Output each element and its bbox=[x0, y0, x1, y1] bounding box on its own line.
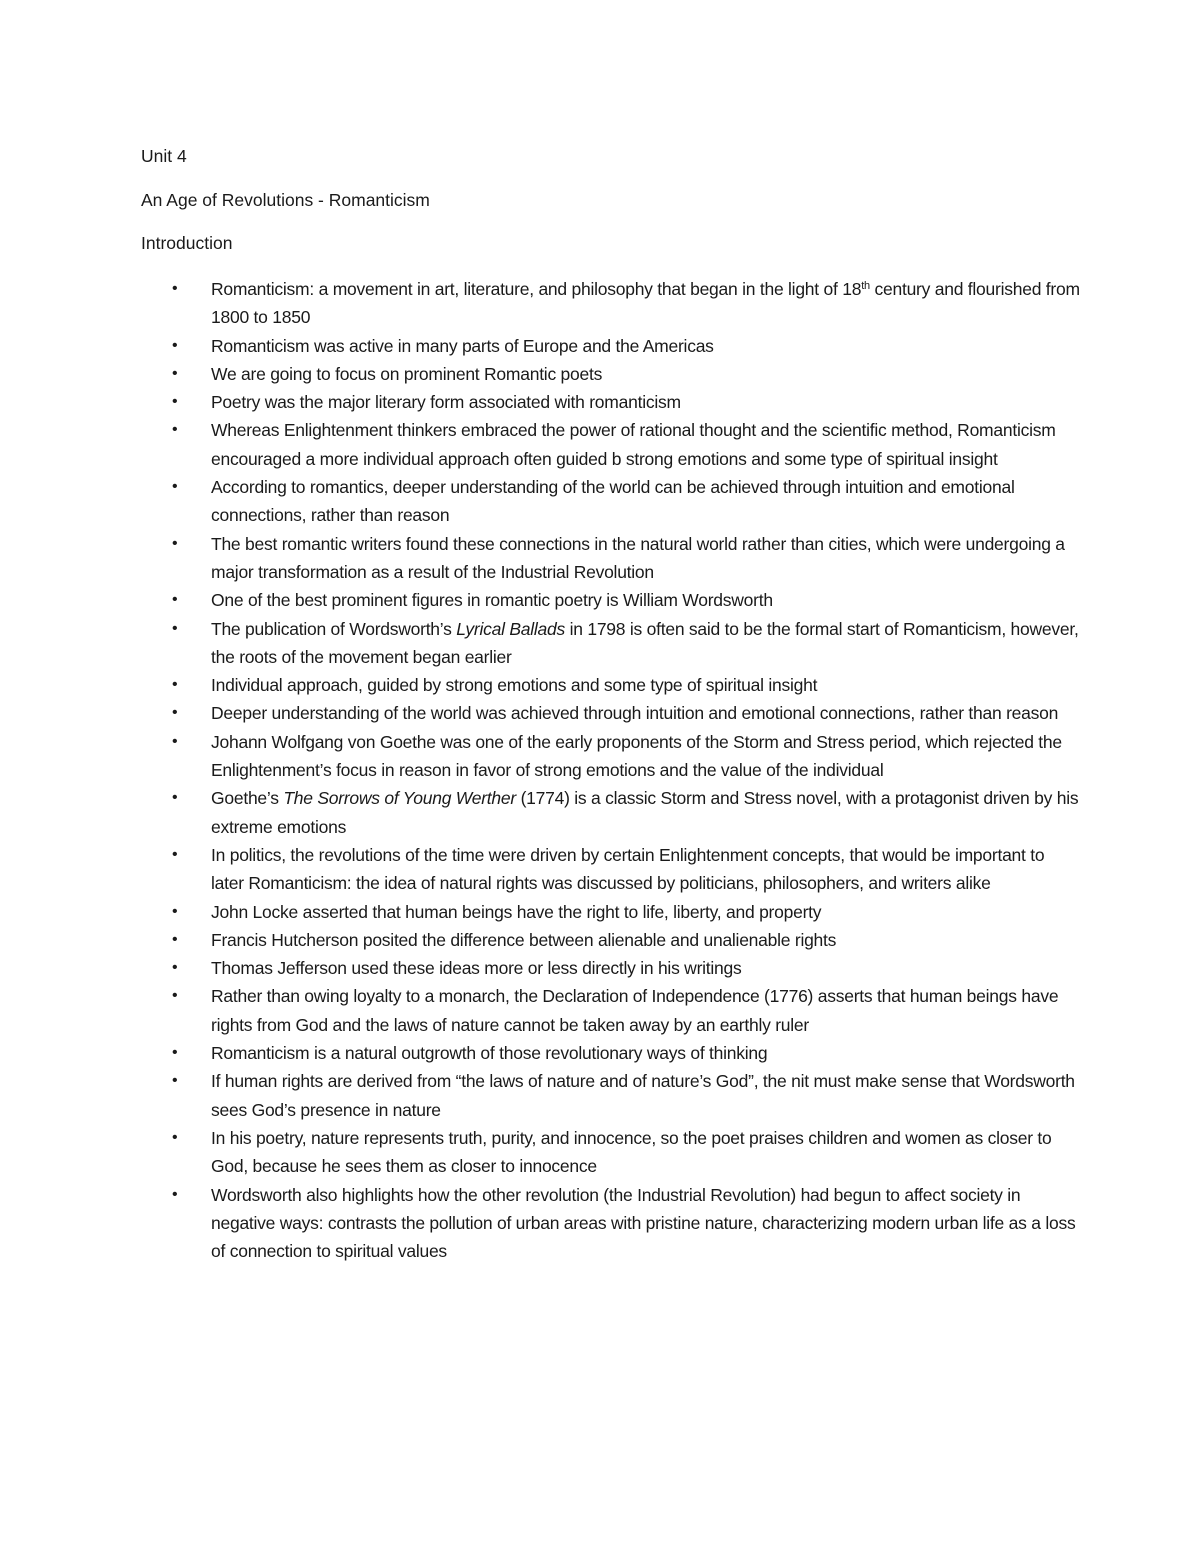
bullet-dot-icon: • bbox=[172, 902, 178, 920]
bullet-dot-icon: • bbox=[172, 1044, 178, 1062]
text-segment: If human rights are derived from “the laws of nature and of nature’s God”, the nit must make sense that Wordsworth sees God’s presence in nature bbox=[211, 1071, 1075, 1120]
list-item-text bbox=[211, 279, 1080, 327]
list-item bbox=[141, 615, 1081, 672]
text-segment: Individual approach, guided by strong emotions and some type of spiritual insight bbox=[211, 675, 818, 696]
text-segment: Romanticism was active in many parts of Europe and the Americas bbox=[211, 335, 714, 356]
text-segment: One of the best prominent figures in romantic poetry is William Wordsworth bbox=[211, 590, 773, 611]
list-item-text bbox=[211, 732, 1062, 780]
text-segment: Poetry was the major literary form associated with romanticism bbox=[211, 392, 681, 413]
bullet-dot-icon: • bbox=[172, 789, 178, 807]
italic-title: Lyrical Ballads bbox=[456, 618, 565, 639]
list-item bbox=[141, 699, 1081, 727]
list-item bbox=[141, 1124, 1081, 1181]
list-item bbox=[141, 898, 1081, 926]
bullet-dot-icon: • bbox=[172, 704, 178, 722]
bullet-dot-icon: • bbox=[172, 676, 178, 694]
italic-title: The Sorrows of Young Werther bbox=[283, 788, 516, 809]
text-segment: century and flourished from 1800 to 1850 bbox=[211, 279, 1080, 328]
text-segment: We are going to focus on prominent Romantic poets bbox=[211, 363, 603, 384]
text-segment: Johann Wolfgang von Goethe was one of the early proponents of the Storm and Stress period, which rejected the Enlightenment’s focus in reason in favor of strong emotions and the value of the individual bbox=[211, 731, 1062, 781]
list-item-text bbox=[211, 958, 742, 978]
list-item-text bbox=[211, 986, 1058, 1034]
list-item-text bbox=[211, 902, 821, 922]
bullet-dot-icon: • bbox=[172, 987, 178, 1005]
list-item-text bbox=[211, 364, 602, 384]
document-title: An Age of Revolutions - Romanticism bbox=[141, 190, 430, 210]
list-item bbox=[141, 671, 1081, 699]
list-item bbox=[141, 728, 1081, 785]
bullet-dot-icon: • bbox=[172, 1185, 178, 1203]
bullet-dot-icon: • bbox=[172, 930, 178, 948]
text-segment: Thomas Jefferson used these ideas more or less directly in his writings bbox=[211, 958, 742, 979]
list-item-text bbox=[211, 534, 1065, 582]
list-item-text bbox=[211, 1185, 1075, 1262]
list-item-text bbox=[211, 675, 817, 695]
list-item bbox=[141, 954, 1081, 982]
list-item-text bbox=[211, 703, 1058, 723]
text-segment: John Locke asserted that human beings have the right to life, liberty, and property bbox=[211, 901, 822, 922]
list-item-text bbox=[211, 420, 1056, 468]
list-item-text bbox=[211, 788, 1078, 836]
list-item-text bbox=[211, 1071, 1075, 1119]
bullet-dot-icon: • bbox=[172, 280, 178, 297]
list-item bbox=[141, 1067, 1081, 1124]
ordinal-superscript: th bbox=[861, 280, 870, 292]
list-item bbox=[141, 1181, 1081, 1266]
text-segment: Whereas Enlightenment thinkers embraced the power of rational thought and the scientific method, Romanticism encouraged a more individual approach often guided b strong emotions and some type of spiritual insight bbox=[211, 420, 1056, 469]
list-item bbox=[141, 982, 1081, 1039]
list-item-text bbox=[211, 619, 1079, 667]
list-item bbox=[141, 530, 1081, 587]
text-segment: Francis Hutcherson posited the difference between alienable and unalienable rights bbox=[211, 929, 837, 950]
bullet-dot-icon: • bbox=[172, 364, 178, 382]
bullet-dot-icon: • bbox=[172, 534, 178, 552]
list-item bbox=[141, 586, 1081, 614]
text-segment: Rather than owing loyalty to a monarch, the Declaration of Independence (1776) asserts that human beings have rights from God and the laws of nature cannot be taken away by an earthly ruler bbox=[211, 986, 1059, 1035]
bullet-dot-icon: • bbox=[172, 591, 178, 609]
list-item-text bbox=[211, 1128, 1052, 1176]
list-item bbox=[141, 784, 1081, 841]
text-segment: Romanticism is a natural outgrowth of those revolutionary ways of thinking bbox=[211, 1043, 768, 1064]
bullet-dot-icon: • bbox=[172, 845, 178, 863]
list-item bbox=[141, 473, 1081, 530]
list-item bbox=[141, 1039, 1081, 1067]
bullet-dot-icon: • bbox=[172, 619, 178, 637]
text-segment: Goethe’s bbox=[211, 788, 284, 809]
list-item-text bbox=[211, 590, 773, 610]
bullet-dot-icon: • bbox=[172, 478, 178, 496]
text-segment: in 1798 is often said to be the formal start of Romanticism, however, the roots of the movement began earlier bbox=[211, 618, 1079, 667]
list-item bbox=[141, 841, 1081, 898]
text-segment: Wordsworth also highlights how the other revolution (the Industrial Revolution) had begun to affect society in negative ways: contrasts the pollution of urban areas with pristine nature, characterizing modern urban life as a loss of connection to spiritual values bbox=[211, 1184, 1076, 1262]
text-segment: Romanticism: a movement in art, literature, and philosophy that began in the light of 18 bbox=[211, 279, 862, 299]
list-item-text bbox=[211, 336, 714, 356]
text-segment: In his poetry, nature represents truth, purity, and innocence, so the poet praises children and women as closer to God, because he sees them as closer to innocence bbox=[211, 1127, 1052, 1177]
list-item-text bbox=[211, 930, 836, 950]
text-segment: Deeper understanding of the world was achieved through intuition and emotional connections, rather than reason bbox=[211, 703, 1059, 724]
list-item bbox=[141, 360, 1081, 388]
list-item bbox=[141, 332, 1081, 360]
list-item bbox=[141, 416, 1081, 473]
text-segment: The best romantic writers found these connections in the natural world rather than cities, which were undergoing a major transformation as a result of the Industrial Revolution bbox=[211, 533, 1065, 582]
unit-heading: Unit 4 bbox=[141, 146, 187, 166]
list-item bbox=[141, 275, 1081, 332]
list-item-text bbox=[211, 845, 1044, 893]
bullet-dot-icon: • bbox=[172, 1072, 178, 1090]
list-item bbox=[141, 388, 1081, 416]
list-item-text bbox=[211, 1043, 767, 1063]
text-segment: In politics, the revolutions of the time were driven by certain Enlightenment concepts, that would be important to later Romanticism: the idea of natural rights was discussed by politicians, philosophers, and writers alike bbox=[211, 844, 1045, 894]
bullet-dot-icon: • bbox=[172, 336, 178, 354]
bullet-list bbox=[141, 275, 1081, 1265]
bullet-dot-icon: • bbox=[172, 421, 178, 439]
bullet-dot-icon: • bbox=[172, 1128, 178, 1146]
text-segment: (1774) is a classic Storm and Stress novel, with a protagonist driven by his extreme emotions bbox=[211, 788, 1079, 837]
text-segment: According to romantics, deeper understanding of the world can be achieved through intuition and emotional connections, rather than reason bbox=[211, 477, 1015, 526]
bullet-dot-icon: • bbox=[172, 959, 178, 977]
bullet-dot-icon: • bbox=[172, 393, 178, 411]
section-heading: Introduction bbox=[141, 233, 233, 253]
list-item bbox=[141, 926, 1081, 954]
list-item-text bbox=[211, 392, 681, 412]
list-item-text bbox=[211, 477, 1015, 525]
bullet-dot-icon: • bbox=[172, 732, 178, 750]
text-segment: The publication of Wordsworth’s bbox=[211, 618, 457, 639]
